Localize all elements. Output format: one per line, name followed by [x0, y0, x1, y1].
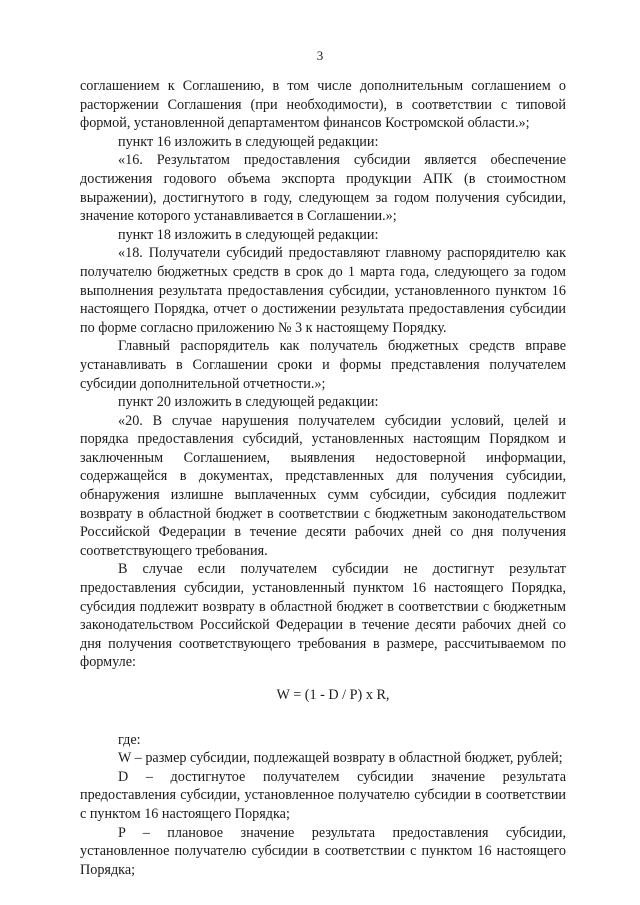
paragraph-amend-point-16: пункт 16 изложить в следующей редакции: — [118, 133, 379, 150]
paragraph-continuation: соглашением к Соглашению, в том числе дополнительным соглашением о расторжении Соглашения (при необходимости), в соответствии с типовой формой, установленной департаментом финансов Костромской области.»; — [80, 78, 566, 132]
paragraph-point-18-additional: Главный распорядитель как получатель бюджетных средств вправе устанавливать в Соглашении сроки и формы представления получателем субсидии дополнительной отчетности.»; — [80, 338, 566, 392]
paragraph-point-20-result: В случае если получателем субсидии не достигнут результат предоставления субсидии, установленный пунктом 16 настоящего Порядка, субсидия подлежит возврату в областной бюджет в соответствии с бюджетным законодательством Российской Федерации в течение десяти рабочих дней со дня получения соответствующего требования в размере, рассчитываемом по формуле: — [80, 561, 566, 671]
paragraph-point-18-text: «18. Получатели субсидий предоставляют главному распорядителю как получателю бюджетных средств в срок до 1 марта года, следующего за годом выполнения результата предоставления субсидии, установленного пунктом 16 настоящего Порядка, отчет о достижении результата предоставления субсидии по форме согласно приложению № 3 к настоящему Порядку. — [80, 245, 566, 336]
definition-d: D – достигнутое получателем субсидии значение результата предоставления субсидии, установленное получателю субсидии в соответствии с пунктом 16 настоящего Порядка; — [80, 768, 566, 822]
paragraph-amend-point-20: пункт 20 изложить в следующей редакции: — [118, 394, 379, 411]
paragraph-amend-point-18: пункт 18 изложить в следующей редакции: — [118, 226, 379, 243]
definition-p: P – плановое значение результата предоставления субсидии, установленное получателю субсидии в соответствии с пунктом 16 настоящего Порядка; — [80, 824, 566, 878]
paragraph-point-20-text: «20. В случае нарушения получателем субсидии условий, целей и порядка предоставления субсидий, установленных настоящим Порядком и заключенным Соглашением, выявления недостоверной информации, содержащейся в документах, представленных для получения субсидии, обнаружения излишне выплаченных сумм субсидии, субсидия подлежит возврату в областной бюджет в соответствии с бюджетным законодательством Российской Федерации в течение десяти рабочих дней со дня получения соответствующего требования. — [80, 412, 566, 559]
definition-w: W – размер субсидии, подлежащей возврату в областной бюджет, рублей; — [118, 750, 563, 767]
document-body — [80, 77, 566, 879]
page-number: 3 — [316, 48, 324, 63]
definitions-intro: где: — [118, 731, 141, 748]
paragraph-point-16-text: «16. Результатом предоставления субсидии является обеспечение достижения годового объема экспорта продукции АПК (в стоимостном выражении), достигнутого в году, следующем за годом получения субсидии, значение которого устанавливается в Соглашении.»; — [80, 152, 566, 225]
formula: W = (1 - D / P) x R, — [276, 687, 390, 703]
